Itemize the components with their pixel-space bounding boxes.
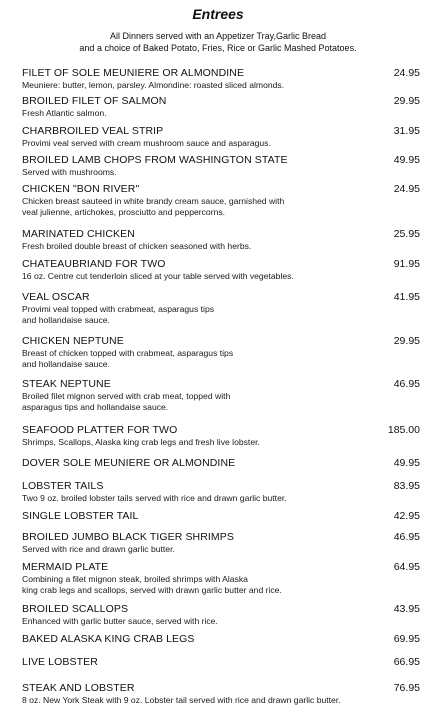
intro-line: and a choice of Baked Potato, Fries, Rice or Garlic Mashed Potatoes. [79,43,357,53]
menu-item-description [22,167,420,178]
menu-item-header [22,424,420,436]
intro-line: All Dinners served with an Appetizer Tray,Garlic Bread [110,31,326,41]
menu-item-header [22,682,420,694]
menu-item-description [22,616,420,627]
menu-item-price: 49.95 [393,457,420,469]
menu-item-price: 66.95 [393,656,420,668]
menu-item-price: 91.95 [393,258,420,270]
menu-item-description-line: Two 9 oz. broiled lobster tails served with rice and drawn garlic butter. [22,493,287,503]
menu-item [22,258,420,282]
menu-item-description-line: Fresh broiled double breast of chicken seasoned with herbs. [22,241,252,251]
menu-item-price: 24.95 [393,183,420,195]
menu-item [22,633,420,645]
menu-item-header [22,378,420,390]
menu-item [22,67,420,91]
menu-item-description [22,304,420,326]
menu-item-price: 24.95 [393,67,420,79]
menu-item-description [22,348,420,370]
menu-item-header [22,603,420,615]
menu-item [22,95,420,119]
menu-item-description [22,544,420,555]
menu-item-description-line: veal julienne, artichokes, prosciutto and peppercorns. [22,207,226,217]
menu-item-description-line: and hollandaise sauce. [22,359,110,369]
menu-item [22,531,420,555]
menu-title: Entrees [192,6,244,22]
menu-item [22,603,420,627]
menu-item-description [22,108,420,119]
menu-item-description-line: Chicken breast sauteed in white brandy cream sauce, garnished with [22,196,285,206]
menu-item-name: MERMAID PLATE [22,561,109,573]
menu-item-description [22,80,420,91]
menu-item-name: STEAK AND LOBSTER [22,682,135,694]
menu-item [22,424,420,448]
menu-item-header [22,125,420,137]
menu-item [22,183,420,218]
menu-item-name: BROILED SCALLOPS [22,603,129,615]
menu-item [22,510,420,522]
menu-item-header [22,457,420,469]
menu-item-name: DOVER SOLE MEUNIERE OR ALMONDINE [22,457,236,469]
menu-item-header [22,335,420,347]
menu-item-header [22,291,420,303]
menu-item-description [22,271,420,282]
menu-item-header [22,183,420,195]
menu-item [22,656,420,668]
menu-item-header [22,67,420,79]
menu-item-name: SINGLE LOBSTER TAIL [22,510,139,522]
menu-item-description-line: Meuniere: butter, lemon, parsley. Almondine: roasted sliced almonds. [22,80,285,90]
menu-item-price: 25.95 [393,228,420,240]
menu-item-header [22,154,420,166]
menu-item-description-line: Provimi veal served with cream mushroom sauce and asparagus. [22,138,271,148]
menu-item-name: CHICKEN "BON RIVER" [22,183,140,195]
menu-item [22,457,420,469]
menu-item-description-line: Provimi veal topped with crabmeat, asparagus tips [22,304,215,314]
menu-item-price: 46.95 [393,378,420,390]
menu-item-description [22,493,420,504]
menu-item-name: MARINATED CHICKEN [22,228,135,240]
menu-item-description-line: Fresh Atlantic salmon. [22,108,107,118]
menu-item-header [22,510,420,522]
menu-item-price: 185.00 [387,424,420,436]
menu-item [22,378,420,413]
menu-item-description-line: Broiled filet mignon served with crab meat, topped with [22,391,231,401]
menu-item-header [22,258,420,270]
menu-item-description-line: king crab legs and scallops, served with drawn garlic butter and rice. [22,585,282,595]
menu-item-description-line: and hollandaise sauce. [22,315,110,325]
menu-item-name: CHICKEN NEPTUNE [22,335,124,347]
menu-item [22,682,420,706]
menu-item-header [22,656,420,668]
menu-item [22,154,420,178]
menu-item-price: 31.95 [393,125,420,137]
menu-item-price: 41.95 [393,291,420,303]
menu-item-description-line: Served with rice and drawn garlic butter. [22,544,175,554]
menu-item-price: 29.95 [393,335,420,347]
menu-item-price: 29.95 [393,95,420,107]
menu-item-price: 42.95 [393,510,420,522]
menu-item [22,125,420,149]
menu-item-name: SEAFOOD PLATTER FOR TWO [22,424,178,436]
menu-item-name: VEAL OSCAR [22,291,90,303]
menu-item-price: 49.95 [393,154,420,166]
menu-item-price: 76.95 [393,682,420,694]
menu-item-name: LIVE LOBSTER [22,656,98,668]
menu-item-description [22,437,420,448]
menu-item-name: STEAK NEPTUNE [22,378,111,390]
menu-item-description-line: 16 oz. Centre cut tenderloin sliced at your table served with vegetables. [22,271,294,281]
menu-item-header [22,531,420,543]
menu-item-name: BROILED LAMB CHOPS FROM WASHINGTON STATE [22,154,288,166]
menu-item-name: BROILED JUMBO BLACK TIGER SHRIMPS [22,531,234,543]
menu-item-header [22,228,420,240]
menu-item-header [22,633,420,645]
menu-item-price: 69.95 [393,633,420,645]
menu-item-description-line: Combining a filet mignon steak, broiled shrimps with Alaska [22,574,248,584]
menu-item-description [22,391,420,413]
menu-item-price: 43.95 [393,603,420,615]
menu-item-description [22,574,420,596]
menu-item-description-line: Breast of chicken topped with crabmeat, asparagus tips [22,348,234,358]
menu-item-description-line: Shrimps, Scallops, Alaska king crab legs and fresh live lobster. [22,437,260,447]
menu-item-name: CHARBROILED VEAL STRIP [22,125,164,137]
menu-intro [0,30,436,54]
menu-item-description [22,138,420,149]
menu-item-description [22,196,420,218]
menu-item-description [22,241,420,252]
menu-item-price: 64.95 [393,561,420,573]
menu-item-header [22,561,420,573]
menu-item-price: 46.95 [393,531,420,543]
menu-item-description-line: Enhanced with garlic butter sauce, served with rice. [22,616,218,626]
menu-item [22,228,420,252]
menu-item-name: FILET OF SOLE MEUNIERE OR ALMONDINE [22,67,245,79]
menu-item-description [22,695,420,706]
menu-item-description-line: asparagus tips and hollandaise sauce. [22,402,169,412]
menu-item-name: CHATEAUBRIAND FOR TWO [22,258,166,270]
menu-item [22,561,420,596]
menu-item [22,335,420,370]
menu-item [22,291,420,326]
menu-item-name: BAKED ALASKA KING CRAB LEGS [22,633,195,645]
menu-item-name: BROILED FILET OF SALMON [22,95,167,107]
menu-item-price: 83.95 [393,480,420,492]
menu-item-name: LOBSTER TAILS [22,480,104,492]
menu-item-header [22,95,420,107]
menu-item-header [22,480,420,492]
menu-item-description-line: Served with mushrooms. [22,167,117,177]
menu-item-description-line: 8 oz. New York Steak with 9 oz. Lobster tail served with rice and drawn garlic butter. [22,695,341,705]
menu-item [22,480,420,504]
